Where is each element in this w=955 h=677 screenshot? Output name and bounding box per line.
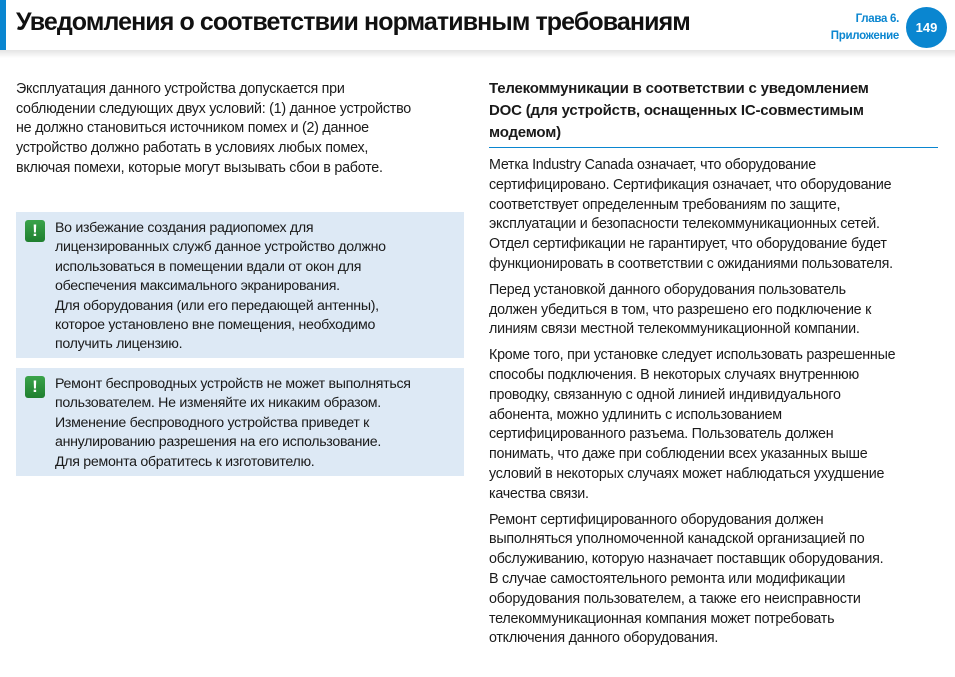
text-line: Для оборудования (или его передающей антенны), [55,297,379,314]
right-column [489,78,939,655]
text-line: условий в некоторых случаях может наблюдаться ухудшение [489,465,885,482]
text-line: Метка Industry Canada означает, что оборудование [489,157,816,173]
chapter-label [831,11,899,45]
note-text [55,375,411,472]
header-divider [0,50,955,58]
text-line: не должно становиться источником помех и (2) данное [16,120,369,137]
text-line: лицензированных служб данное устройство должно [55,239,386,256]
text-line: выполняться уполномоченной канадской организацией по [489,531,865,548]
page-number-badge: 149 [906,7,947,48]
section-body [489,156,939,649]
text-line: соответствует определенным требованиям по защите, [489,196,841,213]
text-line: телекоммуникационная компания может потребовать [489,610,835,627]
text-line: качества связи. [489,485,589,502]
text-line: включая помехи, которые могут вызывать сбои в работе. [16,159,383,176]
text-line: Для ремонта обратитесь к изготовителю. [55,453,315,470]
text-line: соблюдении следующих двух условий: (1) данное устройство [16,100,411,117]
text-line: Телекоммуникации в соответствии с уведомлением [489,80,869,97]
text-line: которое установлено вне помещения, необходимо [55,317,376,334]
text-line: способы подключения. В некоторых случаях внутреннюю [489,366,859,383]
text-line: должен убедиться в том, что разрешено его подключение к [489,301,872,318]
text-line: Во избежание создания радиопомех для [55,220,314,236]
exclamation-icon: ! [25,376,45,398]
text-line: сертифицировано. Сертификация означает, что оборудование [489,176,892,193]
text-line: сертифицированного разъема. Пользователь должен [489,426,834,443]
text-line: Ремонт беспроводных устройств не может выполняться [55,376,411,392]
text-line: оборудования пользователем, а также его неисправности [489,590,861,607]
paragraph [489,346,939,504]
text-line: Кроме того, при установке следует использовать разрешенные [489,347,896,364]
intro-paragraph [16,80,411,179]
text-line: понимать, что даже при соблюдении всех указанных выше [489,446,868,463]
text-line: обеспечения максимального экранирования. [55,278,340,295]
chapter-name: Приложение [830,30,899,42]
header-accent-bar [0,0,6,52]
chapter-number: Глава 6. [855,13,899,25]
text-line: Эксплуатация данного устройства допускается при [16,81,345,97]
text-line: Перед установкой данного оборудования пользователь [489,281,846,298]
exclamation-icon: ! [25,220,45,242]
text-line: DOC (для устройств, оснащенных IC-совместимым [489,102,864,119]
text-line: В случае самостоятельного ремонта или модификации [489,570,846,587]
paragraph [489,281,939,340]
note-text [55,219,386,355]
paragraph [489,156,939,275]
text-line: получить лицензию. [55,336,183,353]
text-line: Изменение беспроводного устройства приведет к [55,414,370,431]
text-line: пользователем. Не изменяйте их никаким образом. [55,395,381,412]
heading-rule [489,147,938,148]
text-line: Отдел сертификации не гарантирует, что оборудование будет [489,236,887,253]
text-line: обслуживанию, которую назначает поставщик оборудования. [489,551,884,568]
text-line: проводку, связанную с одной линией индивидуального [489,386,841,403]
section-heading [489,78,939,144]
text-line: использоваться в помещении вдали от окон для [55,258,362,275]
page-title: Уведомления о соответствии нормативным требованиям [16,8,690,36]
text-line: устройство должно работать в условиях любых помех, [16,140,369,157]
warning-note [16,212,464,358]
text-line: отключения данного оборудования. [489,630,719,647]
text-line: модемом) [489,124,561,141]
text-line: эксплуатации и безопасности телекоммуникационных сетей. [489,216,880,233]
warning-note [16,368,464,476]
text-line: Ремонт сертифицированного оборудования должен [489,511,824,528]
text-line: аннулированию разрешения на его использование. [55,434,381,451]
text-line: функционировать в соответствии с ожиданиями пользователя. [489,255,893,272]
paragraph [489,511,939,650]
text-line: абонента, можно удлинить с использованием [489,406,782,423]
text-line: линиям связи местной телекоммуникационной компании. [489,321,860,338]
